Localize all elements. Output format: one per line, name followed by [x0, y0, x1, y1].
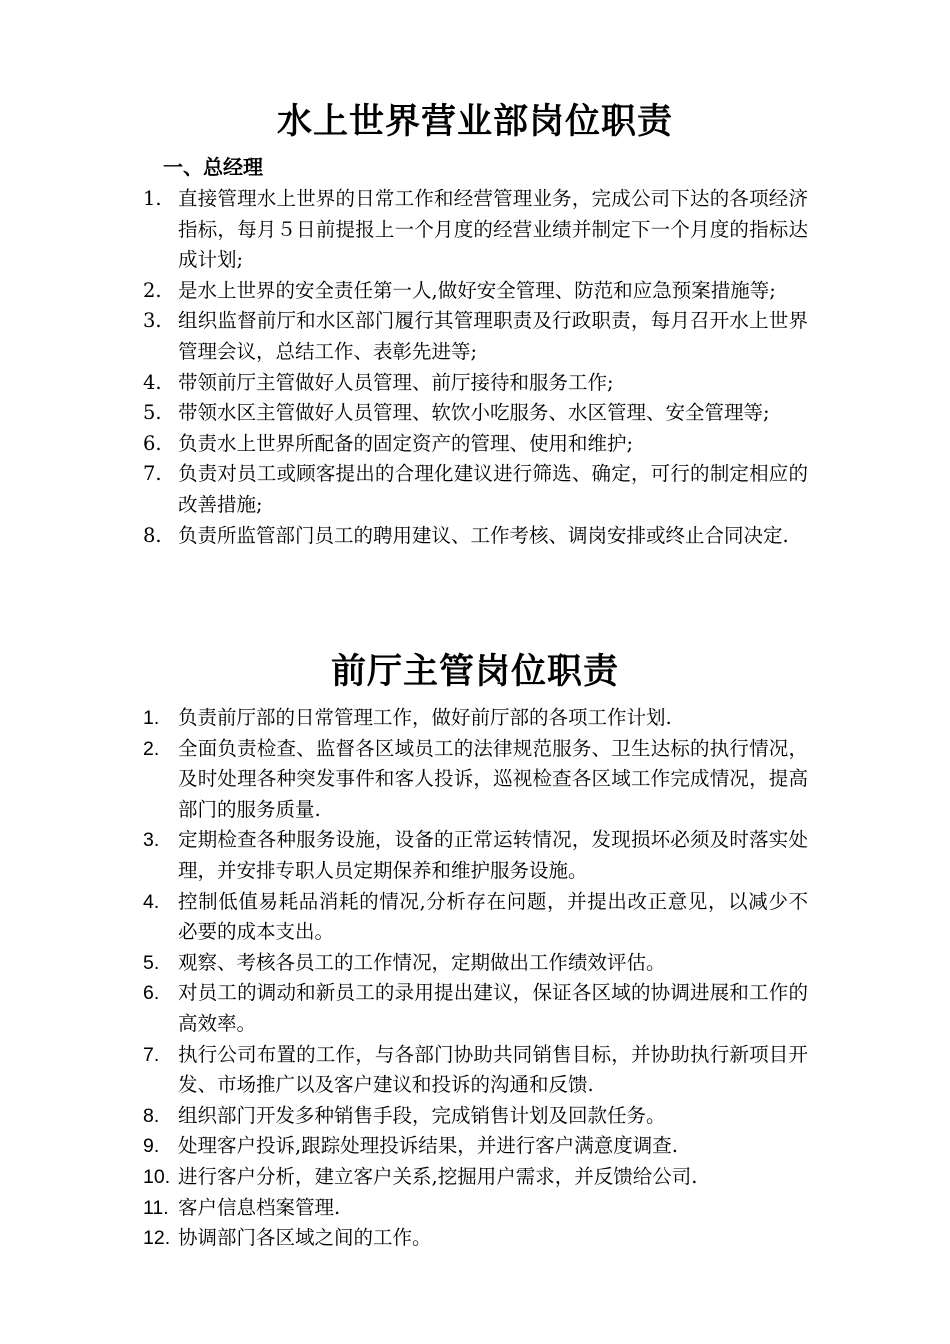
item-text: 带领前厅主管做好人员管理、前厅接待和服务工作; — [178, 370, 614, 394]
item-text: 直接管理水上世界的日常工作和经营管理业务，完成公司下达的各项经济指标，每月５日前提报上一个月度的经营业绩并制定下一个月度的指标达成计划; — [178, 187, 808, 272]
list-item — [0, 703, 808, 734]
item-number: 6. — [143, 982, 160, 1005]
list-item — [0, 1040, 808, 1101]
section-heading-general-manager: 一、总经理 — [163, 155, 263, 179]
item-number: 2. — [143, 278, 162, 302]
item-number: 12. — [143, 1227, 171, 1250]
list-item — [0, 1193, 808, 1224]
item-text: 全面负责检查、监督各区域员工的法律规范服务、卫生达标的执行情况，及时处理各种突发事件和客人投诉，巡视检查各区域工作完成情况，提高部门的服务质量. — [178, 736, 808, 821]
item-text: 组织部门开发多种销售手段，完成销售计划及回款任务。 — [178, 1103, 666, 1127]
list-item — [0, 429, 808, 460]
item-number: 7. — [143, 1043, 160, 1066]
list-item — [0, 887, 808, 948]
item-text: 对员工的调动和新员工的录用提出建议，保证各区域的协调进展和工作的高效率。 — [178, 981, 808, 1035]
item-text: 负责水上世界所配备的固定资产的管理、使用和维护; — [178, 431, 634, 455]
item-number: 8. — [143, 1104, 160, 1127]
list-item — [0, 521, 808, 552]
item-text: 定期检查各种服务设施，设备的正常运转情况，发现损坏必须及时落实处理，并安排专职人员定期保养和维护服务设施。 — [178, 828, 808, 882]
item-number: 1. — [143, 707, 160, 729]
item-text: 负责前厅部的日常管理工作，做好前厅部的各项工作计划. — [178, 706, 672, 729]
item-number: 3. — [143, 309, 162, 333]
section-title-front-desk-supervisor: 前厅主管岗位职责 — [330, 652, 619, 692]
list-item — [0, 1162, 808, 1193]
list-item — [0, 1101, 808, 1132]
item-text: 协调部门各区域之间的工作。 — [178, 1226, 432, 1250]
item-text: 客户信息档案管理. — [178, 1195, 341, 1219]
item-number: 8. — [143, 523, 162, 547]
item-text: 是水上世界的安全责任第一人,做好安全管理、防范和应急预案措施等; — [178, 278, 776, 302]
list-item — [0, 306, 808, 367]
item-number: 4. — [143, 890, 160, 913]
list-item — [0, 459, 808, 520]
item-number: 10. — [143, 1165, 171, 1188]
item-text: 进行客户分析，建立客户关系,挖掘用户需求，并反馈给公司. — [178, 1164, 698, 1188]
item-text: 带领水区主管做好人员管理、软饮小吃服务、水区管理、安全管理等; — [178, 401, 770, 425]
general-manager-duties-list — [0, 184, 808, 551]
list-item — [0, 1223, 808, 1254]
list-item — [0, 276, 808, 307]
front-desk-duties-list — [0, 703, 808, 1254]
list-item — [0, 398, 808, 429]
item-number: 3. — [143, 829, 160, 852]
item-text: 负责所监管部门员工的聘用建议、工作考核、调岗安排或终止合同决定. — [178, 523, 789, 547]
document-title: 水上世界营业部岗位职责 — [276, 102, 673, 142]
list-item — [0, 368, 808, 399]
item-text: 执行公司布置的工作，与各部门协助共同销售目标，并协助执行新项目开发、市场推广以及客户建议和投诉的沟通和反馈. — [178, 1042, 808, 1097]
item-number: 11. — [143, 1196, 169, 1219]
list-item — [0, 978, 808, 1039]
item-text: 负责对员工或顾客提出的合理化建议进行筛选、确定，可行的制定相应的改善措施; — [178, 462, 808, 516]
list-item — [0, 948, 808, 979]
item-number: 2. — [143, 737, 160, 760]
item-number: 1. — [143, 187, 162, 210]
item-number: 6. — [143, 431, 162, 455]
item-text: 控制低值易耗品消耗的情况,分析存在问题，并提出改正意见，以减少不必要的成本支出。 — [178, 889, 808, 944]
item-number: 5. — [143, 401, 162, 425]
list-item — [0, 734, 808, 826]
list-item — [0, 1131, 808, 1162]
item-number: 4. — [143, 370, 162, 394]
item-text: 组织监督前厅和水区部门履行其管理职责及行政职责，每月召开水上世界管理会议，总结工作、表彰先进等; — [178, 309, 808, 363]
list-item — [0, 184, 808, 276]
item-text: 观察、考核各员工的工作情况，定期做出工作绩效评估。 — [178, 950, 666, 974]
item-text: 处理客户投诉,跟踪处理投诉结果，并进行客户满意度调查. — [178, 1134, 678, 1158]
item-number: 5. — [143, 951, 160, 974]
item-number: 7. — [143, 462, 162, 486]
item-number: 9. — [143, 1135, 160, 1158]
list-item — [0, 825, 808, 886]
